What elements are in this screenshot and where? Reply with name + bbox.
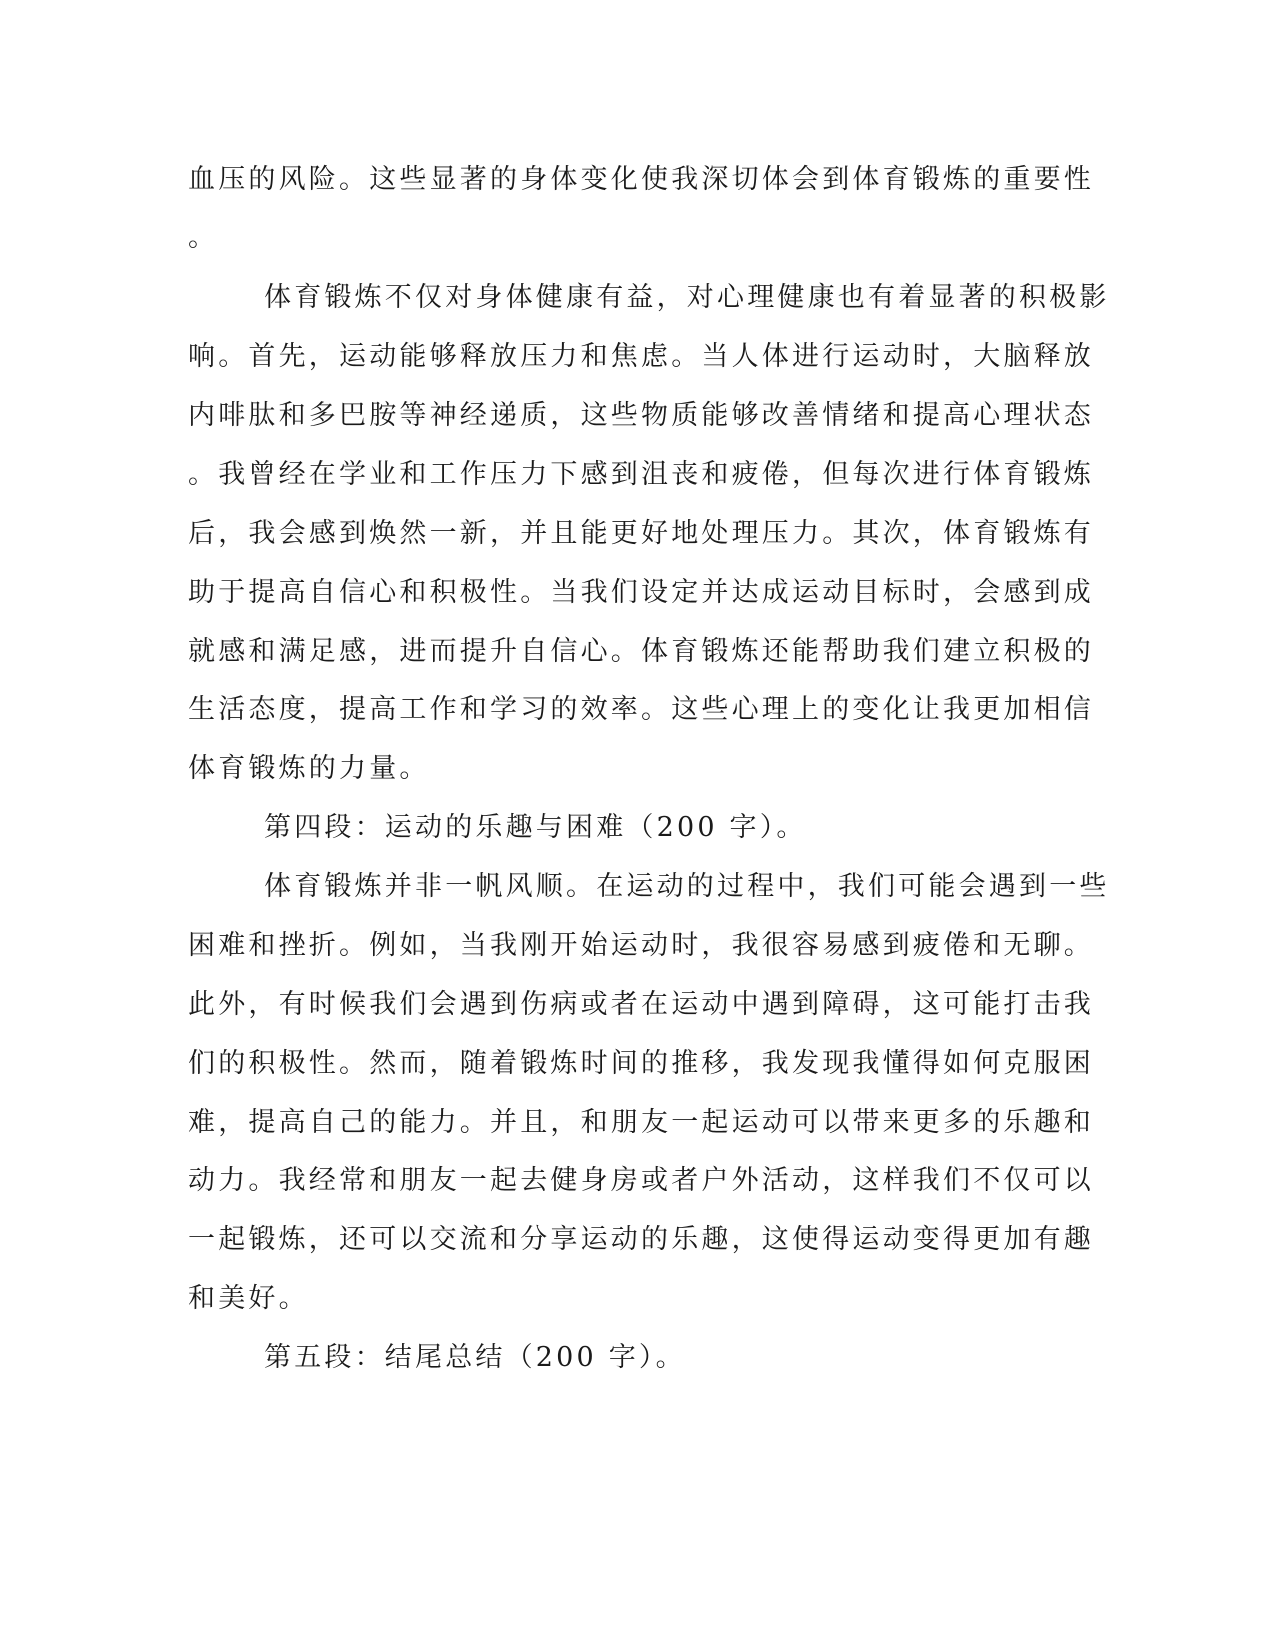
text-line: 们的积极性。然而，随着锻炼时间的推移，我发现我懂得如何克服困 xyxy=(188,1048,1094,1079)
text-line: 就感和满足感，进而提升自信心。体育锻炼还能帮助我们建立积极的 xyxy=(188,636,1094,667)
text-line: 生活态度，提高工作和学习的效率。这些心理上的变化让我更加相信 xyxy=(188,694,1094,725)
text-line: 此外，有时候我们会遇到伤病或者在运动中遇到障碍，这可能打击我 xyxy=(188,989,1094,1020)
paragraph-start-line: 体育锻炼不仅对身体健康有益，对心理健康也有着显著的积极影 xyxy=(264,282,1110,313)
text-line: 后，我会感到焕然一新，并且能更好地处理压力。其次，体育锻炼有 xyxy=(188,518,1094,549)
text-line: 和美好。 xyxy=(188,1283,309,1314)
section-heading-4: 第四段：运动的乐趣与困难（200 字）。 xyxy=(264,812,807,843)
text-line: 。 xyxy=(188,222,219,253)
text-line: 内啡肽和多巴胺等神经递质，这些物质能够改善情绪和提高心理状态 xyxy=(188,400,1094,431)
text-line: 助于提高自信心和积极性。当我们设定并达成运动目标时，会感到成 xyxy=(188,577,1094,608)
text-line: 体育锻炼的力量。 xyxy=(188,753,430,784)
text-line: 响。首先，运动能够释放压力和焦虑。当人体进行运动时，大脑释放 xyxy=(188,341,1094,372)
text-line: 一起锻炼，还可以交流和分享运动的乐趣，这使得运动变得更加有趣 xyxy=(188,1224,1094,1255)
text-line: 困难和挫折。例如，当我刚开始运动时，我很容易感到疲倦和无聊。 xyxy=(188,930,1094,961)
section-heading-5: 第五段：结尾总结（200 字）。 xyxy=(264,1342,686,1373)
paragraph-start-line: 体育锻炼并非一帆风顺。在运动的过程中，我们可能会遇到一些 xyxy=(264,871,1110,902)
text-line: 血压的风险。这些显著的身体变化使我深切体会到体育锻炼的重要性 xyxy=(188,164,1094,195)
text-line: 难，提高自己的能力。并且，和朋友一起运动可以带来更多的乐趣和 xyxy=(188,1107,1094,1138)
text-line: 动力。我经常和朋友一起去健身房或者户外活动，这样我们不仅可以 xyxy=(188,1165,1094,1196)
text-line: 。我曾经在学业和工作压力下感到沮丧和疲倦，但每次进行体育锻炼 xyxy=(188,459,1094,490)
